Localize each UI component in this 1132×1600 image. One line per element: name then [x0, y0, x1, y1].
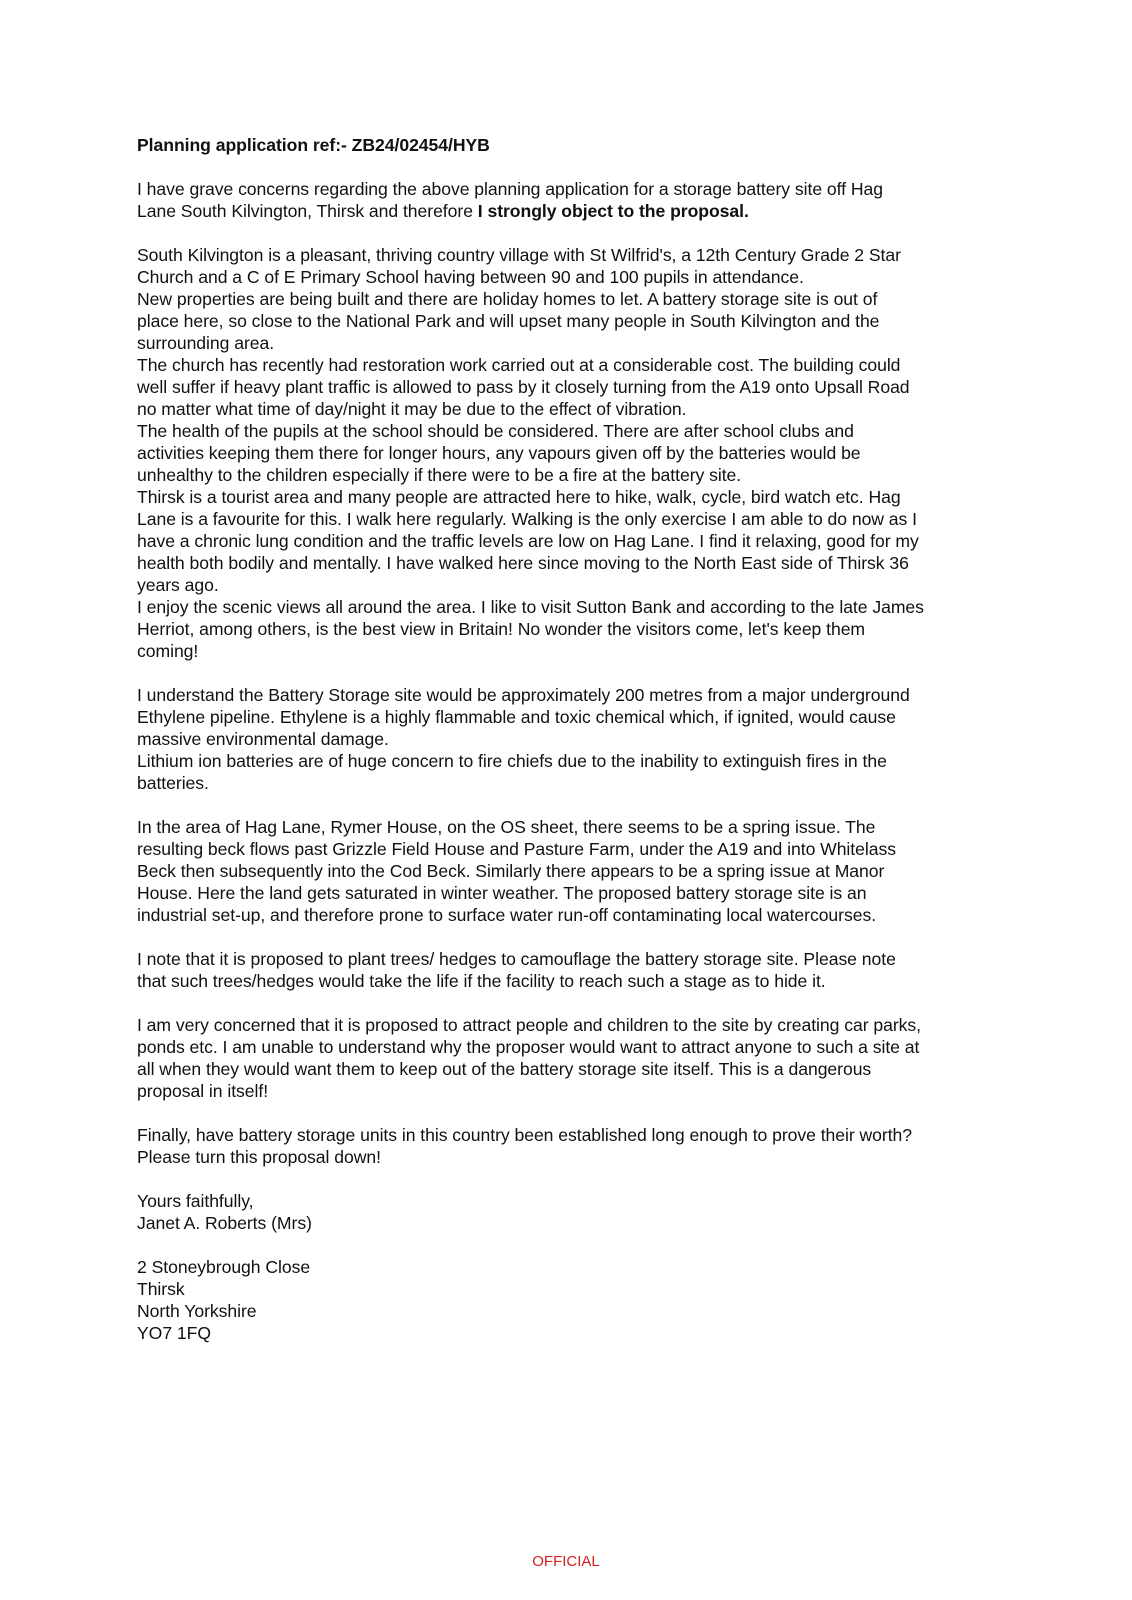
paragraph-line: Lithium ion batteries are of huge concern to fire chiefs due to the inability to extinguish fires in the [137, 751, 887, 771]
spring-paragraph [137, 816, 1007, 926]
address-line: YO7 1FQ [137, 1323, 211, 1343]
paragraph-line: ponds etc. I am unable to understand why the proposer would want to attract anyone to such a site at [137, 1037, 920, 1057]
paragraph-line: Church and a C of E Primary School having between 90 and 100 pupils in attendance. [137, 267, 804, 287]
classification-label: OFFICIAL [532, 1553, 600, 1570]
paragraph-line: Ethylene pipeline. Ethylene is a highly flammable and toxic chemical which, if ignited, would cause [137, 707, 896, 727]
paragraph-line: well suffer if heavy plant traffic is allowed to pass by it closely turning from the A19 onto Upsall Road [137, 377, 910, 397]
paragraph-line: In the area of Hag Lane, Rymer House, on the OS sheet, there seems to be a spring issue. The [137, 817, 876, 837]
address-line: Thirsk [137, 1279, 185, 1299]
paragraph-line: activities keeping them there for longer hours, any vapours given off by the batteries would be [137, 443, 861, 463]
carparks-paragraph [137, 1014, 1007, 1102]
paragraph-line: surrounding area. [137, 333, 275, 353]
paragraph-line: I understand the Battery Storage site would be approximately 200 metres from a major underground [137, 685, 910, 705]
paragraph-line: no matter what time of day/night it may be due to the effect of vibration. [137, 399, 687, 419]
paragraph-line: Beck then subsequently into the Cod Beck. Similarly there appears to be a spring issue at Manor [137, 861, 885, 881]
paragraph-line: years ago. [137, 575, 219, 595]
letter-body [137, 134, 1007, 1344]
paragraph-line: The church has recently had restoration work carried out at a considerable cost. The building could [137, 355, 901, 375]
paragraph-line: place here, so close to the National Park and will upset many people in South Kilvington and the [137, 311, 880, 331]
paragraph-line: Finally, have battery storage units in this country been established long enough to prove their worth? [137, 1125, 913, 1145]
paragraph-line: New properties are being built and there are holiday homes to let. A battery storage site is out of [137, 289, 878, 309]
intro-text: Lane South Kilvington, Thirsk and therefore [137, 201, 478, 221]
page-title: Planning application ref:- ZB24/02454/HYB [137, 135, 490, 155]
paragraph-line: Please turn this proposal down! [137, 1147, 381, 1167]
signatory-name: Janet A. Roberts (Mrs) [137, 1213, 312, 1233]
paragraph-line: The health of the pupils at the school should be considered. There are after school clubs and [137, 421, 854, 441]
paragraph-line: unhealthy to the children especially if there were to be a fire at the battery site. [137, 465, 742, 485]
pipeline-paragraph [137, 684, 1007, 794]
signoff [137, 1190, 1007, 1234]
finally-paragraph [137, 1124, 1007, 1168]
paragraph-line: resulting beck flows past Grizzle Field House and Pasture Farm, under the A19 and into Whitelass [137, 839, 896, 859]
paragraph-line: health both bodily and mentally. I have walked here since moving to the North East side of Thirsk 36 [137, 553, 909, 573]
paragraph-line: massive environmental damage. [137, 729, 389, 749]
paragraph-line: Thirsk is a tourist area and many people are attracted here to hike, walk, cycle, bird watch etc. Hag [137, 487, 901, 507]
paragraph-line: Herriot, among others, is the best view in Britain! No wonder the visitors come, let's keep them [137, 619, 866, 639]
sender-address [137, 1256, 1007, 1344]
paragraph-line: House. Here the land gets saturated in winter weather. The proposed battery storage site is an [137, 883, 867, 903]
paragraph-line: I am very concerned that it is proposed to attract people and children to the site by creating car parks, [137, 1015, 921, 1035]
address-line: North Yorkshire [137, 1301, 257, 1321]
village-paragraph [137, 244, 1007, 662]
closing: Yours faithfully, [137, 1191, 254, 1211]
intro-line: I have grave concerns regarding the above planning application for a storage battery site off Hag [137, 179, 883, 199]
paragraph-line: South Kilvington is a pleasant, thriving country village with St Wilfrid's, a 12th Century Grade 2 Star [137, 245, 901, 265]
address-line: 2 Stoneybrough Close [137, 1257, 311, 1277]
paragraph-line: that such trees/hedges would take the life if the facility to reach such a stage as to hide it. [137, 971, 826, 991]
paragraph-line: have a chronic lung condition and the traffic levels are low on Hag Lane. I find it relaxing, good for my [137, 531, 919, 551]
paragraph-line: all when they would want them to keep out of the battery storage site itself. This is a dangerous [137, 1059, 872, 1079]
intro-line [137, 200, 1007, 222]
paragraph-line: proposal in itself! [137, 1081, 269, 1101]
intro-paragraph [137, 178, 1007, 222]
objection-statement: I strongly object to the proposal. [477, 201, 749, 221]
paragraph-line: I note that it is proposed to plant trees/ hedges to camouflage the battery storage site. Please note [137, 949, 896, 969]
paragraph-line: coming! [137, 641, 199, 661]
paragraph-line: Lane is a favourite for this. I walk here regularly. Walking is the only exercise I am able to do now as I [137, 509, 917, 529]
paragraph-line: batteries. [137, 773, 209, 793]
paragraph-line: I enjoy the scenic views all around the area. I like to visit Sutton Bank and according to the late James [137, 597, 924, 617]
trees-paragraph [137, 948, 1007, 992]
paragraph-line: industrial set-up, and therefore prone to surface water run-off contaminating local watercourses. [137, 905, 877, 925]
